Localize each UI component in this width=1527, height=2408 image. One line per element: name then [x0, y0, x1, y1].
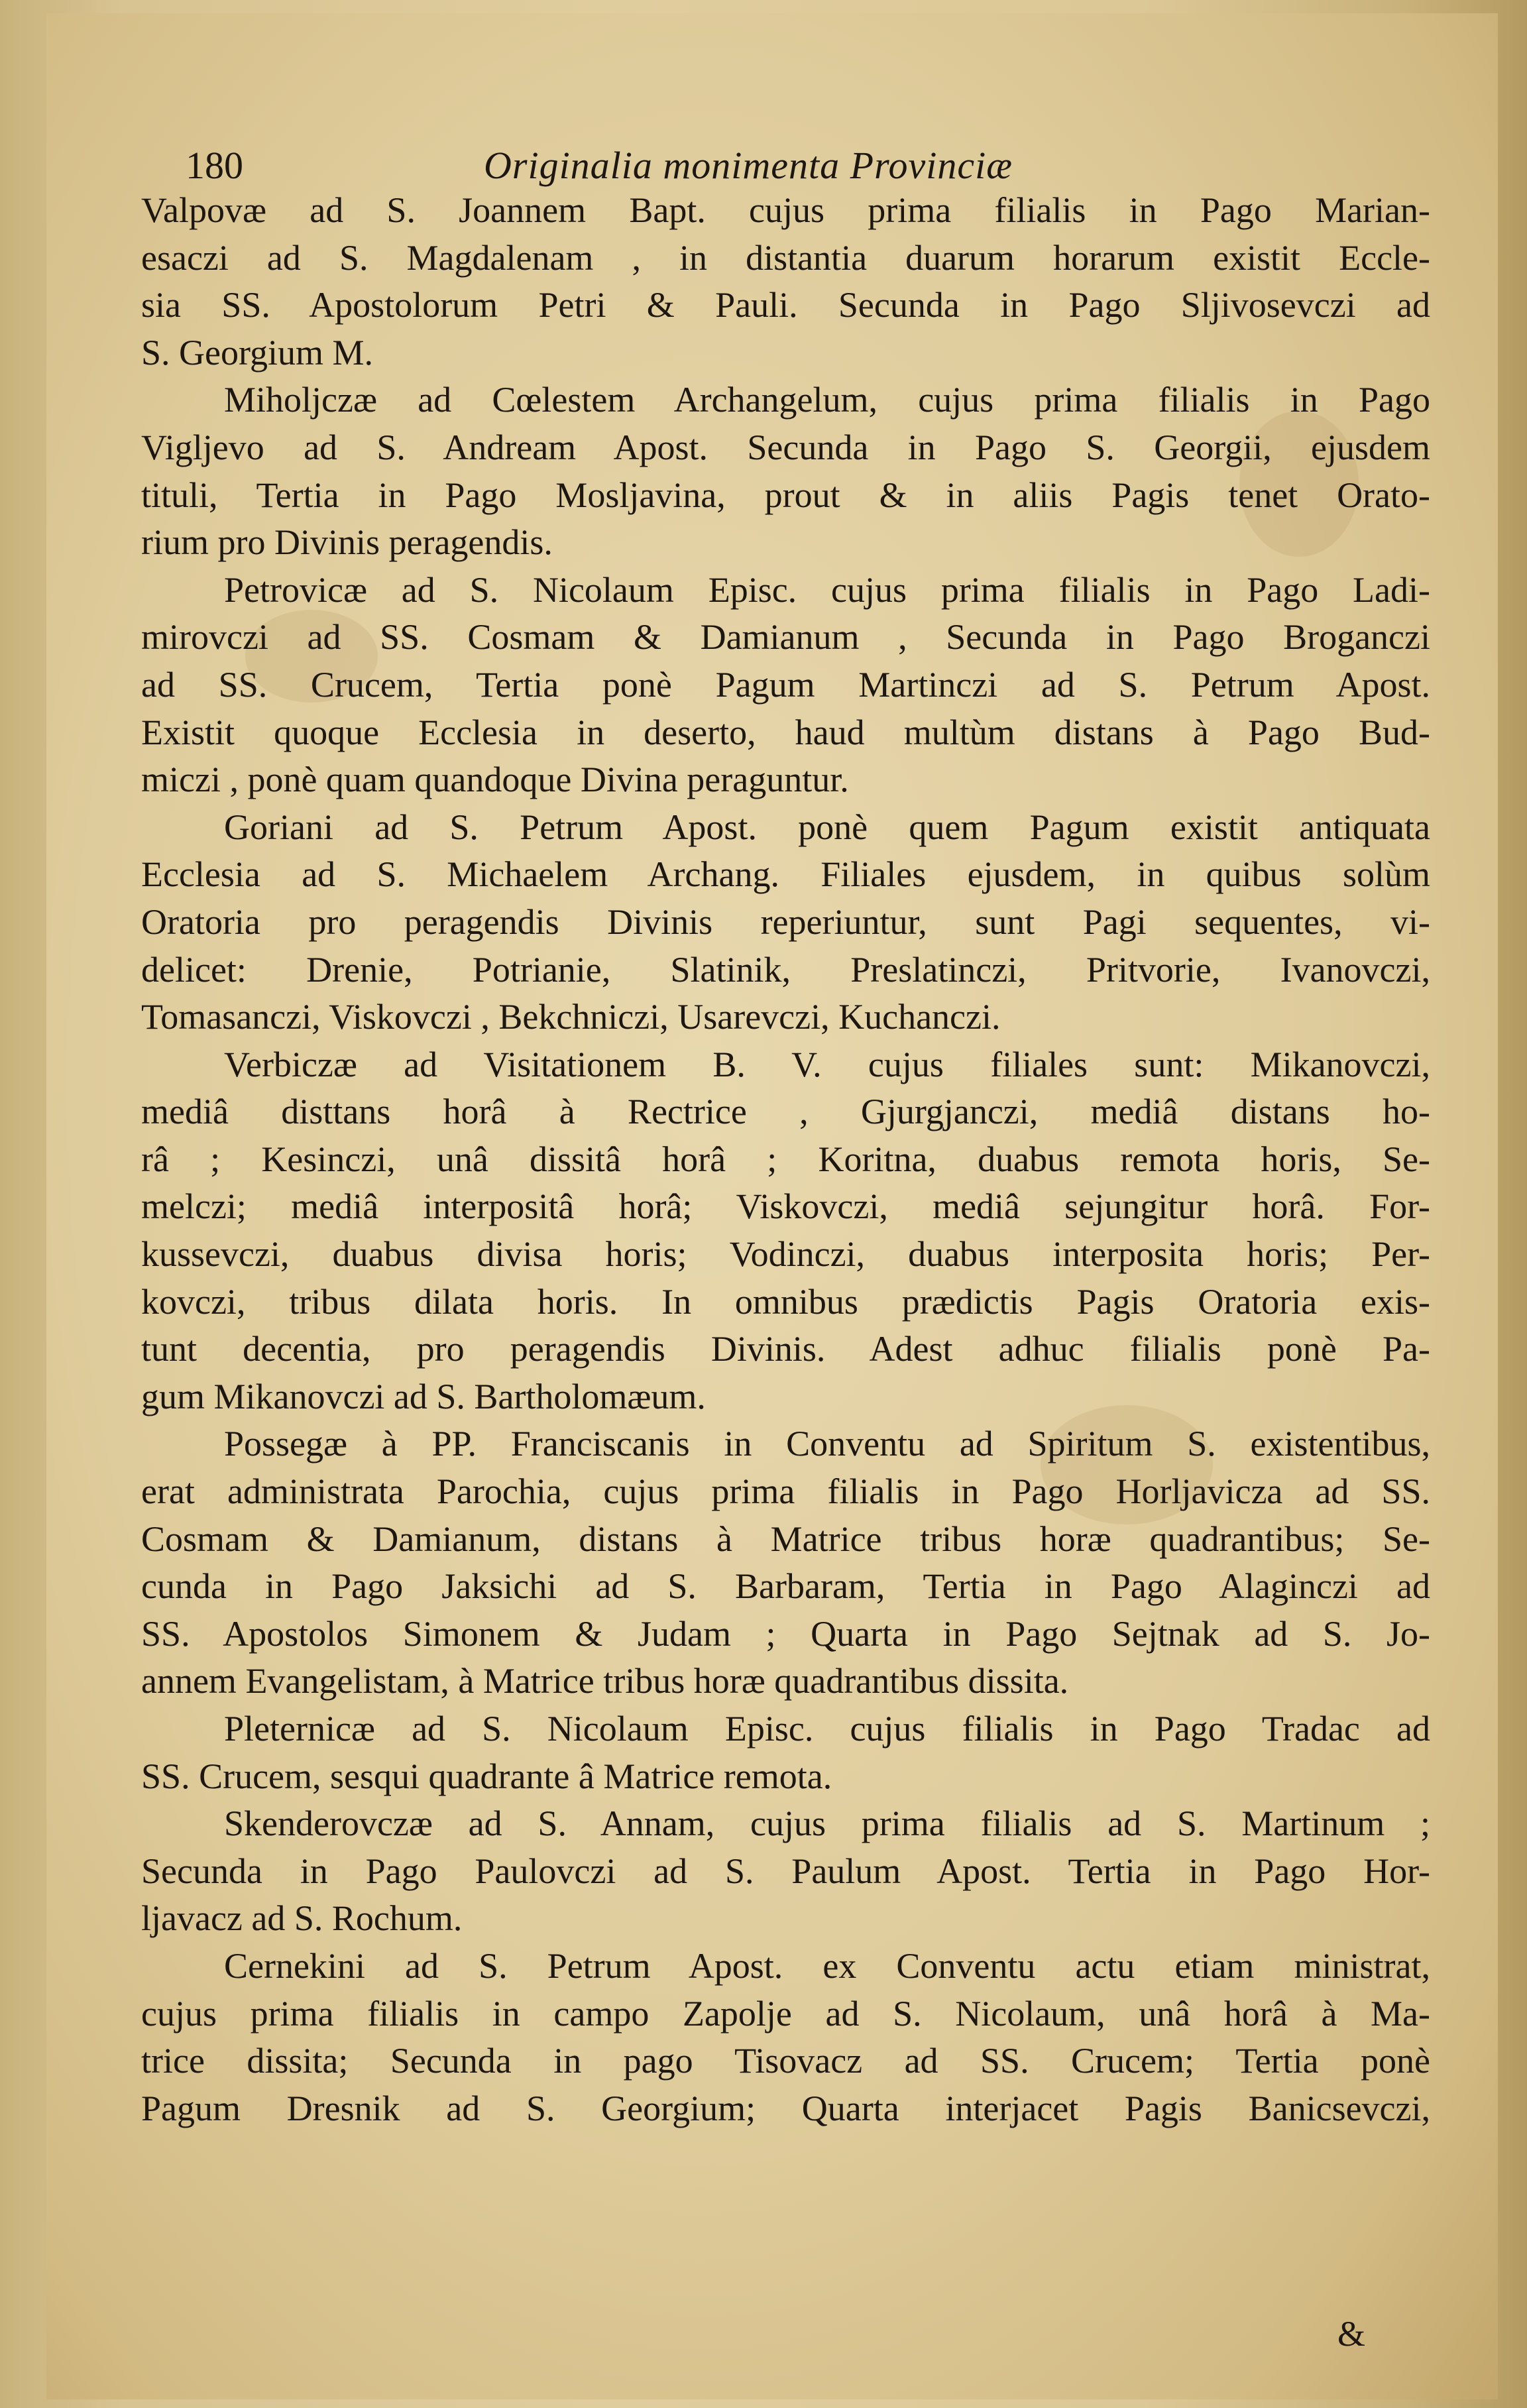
- text-line: mirovczi ad SS. Cosmam & Damianum , Secunda in Pago Broganczi: [141, 617, 1430, 658]
- text-line: annem Evangelistam, à Matrice tribus horæ quadrantibus dissita.: [141, 1661, 1069, 1701]
- text-line: Tomasanczi, Viskovczi , Bekchniczi, Usarevczi, Kuchanczi.: [141, 997, 1001, 1037]
- catchword: &: [1337, 2314, 1366, 2354]
- body-text: [141, 187, 1430, 2132]
- text-line: esaczi ad S. Magdalenam , in distantia duarum horarum existit Eccle-: [141, 237, 1430, 278]
- text-line: erat administrata Parochia, cujus prima filialis in Pago Horljavicza ad SS.: [141, 1471, 1430, 1512]
- text-line: tituli, Tertia in Pago Mosljavina, prout & in aliis Pagis tenet Orato-: [141, 475, 1430, 515]
- page-number: 180: [186, 144, 243, 187]
- text-line: Pleternicæ ad S. Nicolaum Episc. cujus filialis in Pago Tradac ad: [224, 1709, 1430, 1749]
- text-line: Valpovæ ad S. Joannem Bapt. cujus prima filialis in Pago Marian-: [141, 190, 1430, 230]
- running-head-title: Originalia monimenta Provinciæ: [484, 144, 1013, 187]
- text-line: Vigljevo ad S. Andream Apost. Secunda in Pago S. Georgii, ejusdem: [141, 427, 1430, 467]
- text-line: Secunda in Pago Paulovczi ad S. Paulum Apost. Tertia in Pago Hor-: [141, 1851, 1430, 1891]
- text-line: miczi , ponè quam quandoque Divina peraguntur.: [141, 760, 849, 800]
- text-line: Existit quoque Ecclesia in deserto, haud multùm distans à Pago Bud-: [141, 712, 1430, 752]
- text-line: Goriani ad S. Petrum Apost. ponè quem Pagum existit antiquata: [224, 807, 1430, 847]
- text-line: Possegæ à PP. Franciscanis in Conventu ad Spiritum S. existentibus,: [224, 1424, 1430, 1464]
- text-line: delicet: Drenie, Potrianie, Slatinik, Preslatinczi, Pritvorie, Ivanovczi,: [141, 949, 1430, 990]
- text-line: Verbiczæ ad Visitationem B. V. cujus filiales sunt: Mikanovczi,: [224, 1044, 1430, 1084]
- text-line: ljavacz ad S. Rochum.: [141, 1898, 463, 1939]
- text-line: Miholjczæ ad Cœlestem Archangelum, cujus prima filialis in Pago: [224, 380, 1430, 420]
- text-line: cujus prima filialis in campo Zapolje ad S. Nicolaum, unâ horâ à Ma-: [141, 1993, 1430, 2034]
- text-line: ad SS. Crucem, Tertia ponè Pagum Martinczi ad S. Petrum Apost.: [141, 664, 1430, 705]
- text-line: tunt decentia, pro peragendis Divinis. Adest adhuc filialis ponè Pa-: [141, 1329, 1430, 1369]
- text-line: kovczi, tribus dilata horis. In omnibus prædictis Pagis Oratoria exis-: [141, 1281, 1430, 1322]
- text-line: Cernekini ad S. Petrum Apost. ex Conventu actu etiam ministrat,: [224, 1945, 1430, 1986]
- text-line: râ ; Kesinczi, unâ dissitâ horâ ; Koritna, duabus remota horis, Se-: [141, 1139, 1430, 1179]
- text-line: trice dissita; Secunda in pago Tisovacz ad SS. Crucem; Tertia ponè: [141, 2041, 1430, 2081]
- text-line: Oratoria pro peragendis Divinis reperiuntur, sunt Pagi sequentes, vi-: [141, 901, 1430, 942]
- text-line: gum Mikanovczi ad S. Bartholomæum.: [141, 1376, 706, 1416]
- text-line: melczi; mediâ interpositâ horâ; Viskovczi, mediâ sejungitur horâ. For-: [141, 1186, 1430, 1227]
- text-line: sia SS. Apostolorum Petri & Pauli. Secunda in Pago Sljivosevczi ad: [141, 285, 1430, 325]
- text-line: Cosmam & Damianum, distans à Matrice tribus horæ quadrantibus; Se-: [141, 1519, 1430, 1559]
- text-line: rium pro Divinis peragendis.: [141, 522, 553, 563]
- text-line: kussevczi, duabus divisa horis; Vodinczi, duabus interposita horis; Per-: [141, 1234, 1430, 1275]
- text-line: SS. Crucem, sesqui quadrante â Matrice remota.: [141, 1756, 832, 1796]
- text-line: S. Georgium M.: [141, 332, 374, 373]
- text-line: Ecclesia ad S. Michaelem Archang. Filiales ejusdem, in quibus solùm: [141, 854, 1430, 895]
- text-line: Pagum Dresnik ad S. Georgium; Quarta interjacet Pagis Banicsevczi,: [141, 2088, 1430, 2128]
- text-line: Skenderovczæ ad S. Annam, cujus prima filialis ad S. Martinum ;: [224, 1804, 1430, 1844]
- text-line: cunda in Pago Jaksichi ad S. Barbaram, Tertia in Pago Alaginczi ad: [141, 1566, 1430, 1607]
- text-line: mediâ disttans horâ à Rectrice , Gjurgjanczi, mediâ distans ho-: [141, 1092, 1430, 1132]
- text-line: Petrovicæ ad S. Nicolaum Episc. cujus prima filialis in Pago Ladi-: [224, 569, 1430, 610]
- text-line: SS. Apostolos Simonem & Judam ; Quarta in Pago Sejtnak ad S. Jo-: [141, 1613, 1430, 1654]
